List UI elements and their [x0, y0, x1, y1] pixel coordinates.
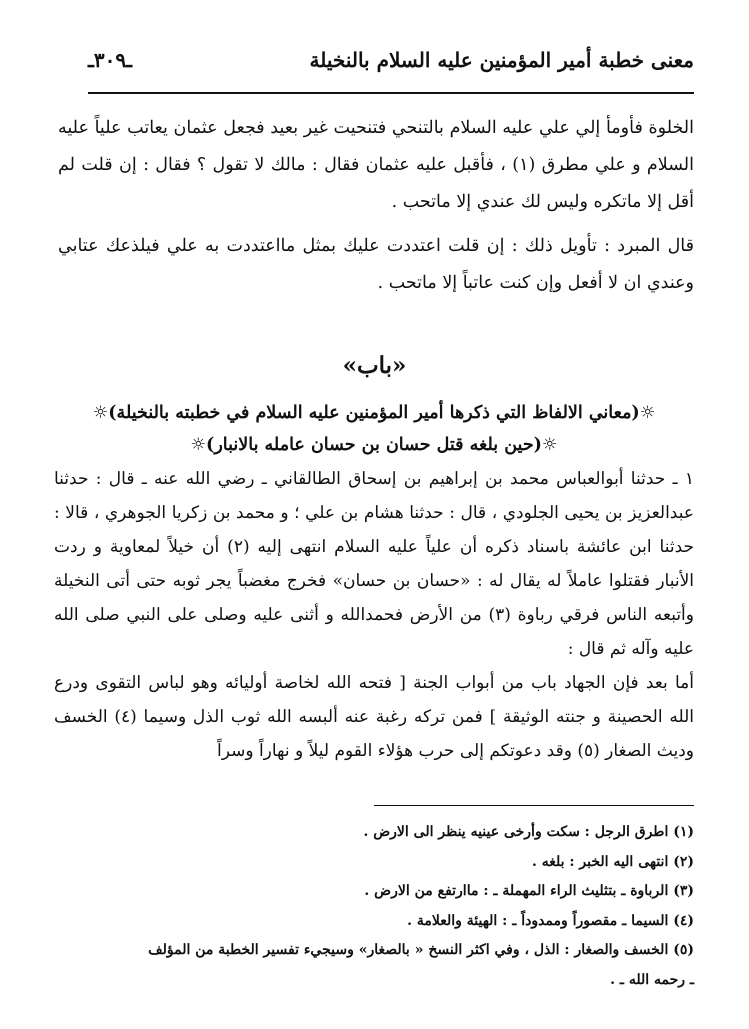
footnote: (٤) السيما ـ مقصوراً وممدوداً ـ : الهيئة والعلامة . [407, 912, 694, 929]
body-paragraph: أما بعد فإن الجهاد باب من أبواب الجنة [ فتحه الله لخاصة أوليائه وهو لباس التقوى ودرع الله الحصينة و جنته الوثيقة ] فمن تركه رغبة عنه ألبسه الله ثوب الذل وسيما (٤) الخسف وديث الصغار (٥) وقد دعوتكم إلى حرب هؤلاء القوم ليلاً و نهاراً وسراً [54, 673, 694, 761]
footnote: (١) اطرق الرجل : سكت وأرخى عينيه ينظر الى الارض . [363, 824, 694, 840]
footnote-rule [374, 805, 694, 806]
footnote-continuation: ـ رحمه الله ـ . [610, 971, 694, 988]
footnote: (٢) انتهى اليه الخبر : بلغه . [531, 853, 694, 870]
footnotes [54, 818, 694, 995]
footnote: (٣) الرباوة ـ بتثليث الراء المهملة ـ : ماارتفع من الارض . [364, 883, 694, 899]
header-rule [88, 92, 694, 94]
intro-paragraph: قال المبرد : تأويل ذلك : إن قلت اعتددت عليك بمثل مااعتددت به علي فيلذعك عتابي وعندي ان لا أفعل وإن كنت عاتباً إلا ماتحب . [58, 236, 694, 293]
section-heading-line: ☼(حين بلغه قتل حسان بن حسان عامله بالانبار)☼ [190, 435, 558, 455]
section-bab-title: «باب» [342, 352, 407, 379]
page-number: ـ٣٠٩ـ [88, 48, 132, 72]
section-heading-line: ☼(معاني الالفاظ التي ذكرها أمير المؤمنين عليه السلام في خطبته بالنخيلة)☼ [92, 403, 656, 423]
main-text [54, 462, 694, 768]
footnote: (٥) الخسف والصغار : الذل ، وفي اكثر النسخ « بالصغار» وسيجيء تفسير الخطبة من المؤلف [148, 942, 694, 958]
running-header [88, 42, 694, 82]
header-title: معنى خطبة أمير المؤمنين عليه السلام بالنخيلة [309, 48, 694, 72]
body-paragraph: ١ ـ حدثنا أبوالعباس محمد بن إبراهيم بن إسحاق الطالقاني ـ رضي الله عنه ـ قال : حدثنا عبدالعزيز بن يحيى الجلودي ، قال : حدثنا هشام بن علي ؛ و محمد بن زكريا الجوهري ، قالا : حدثنا ابن عائشة باسناد ذكره أن علياً عليه السلام انتهى إليه (٢) أن خيلاً لمعاوية و ردت الأنبار فقتلوا عاملاً له يقال له : «حسان بن حسان» فخرج مغضباً يجر ثوبه حتى أتى النخيلة وأتبعه الناس فرقي رباوة (٣) من الأرض فحمدالله و أثنى عليه وصلى على النبي صلى الله عليه وآله ثم قال : [54, 469, 694, 659]
intro-paragraph: الخلوة فأومأ إلي علي عليه السلام بالتنحي فتنحيت غير بعيد فجعل عثمان يعاتب علياً عليه السلام و علي مطرق (١) ، فأقبل عليه عثمان فقال : مالك لا تقول ؟ فقال : إن قلت لم أقل إلا ماتكره وليس لك عندي إلا ماتحب . [58, 118, 694, 212]
